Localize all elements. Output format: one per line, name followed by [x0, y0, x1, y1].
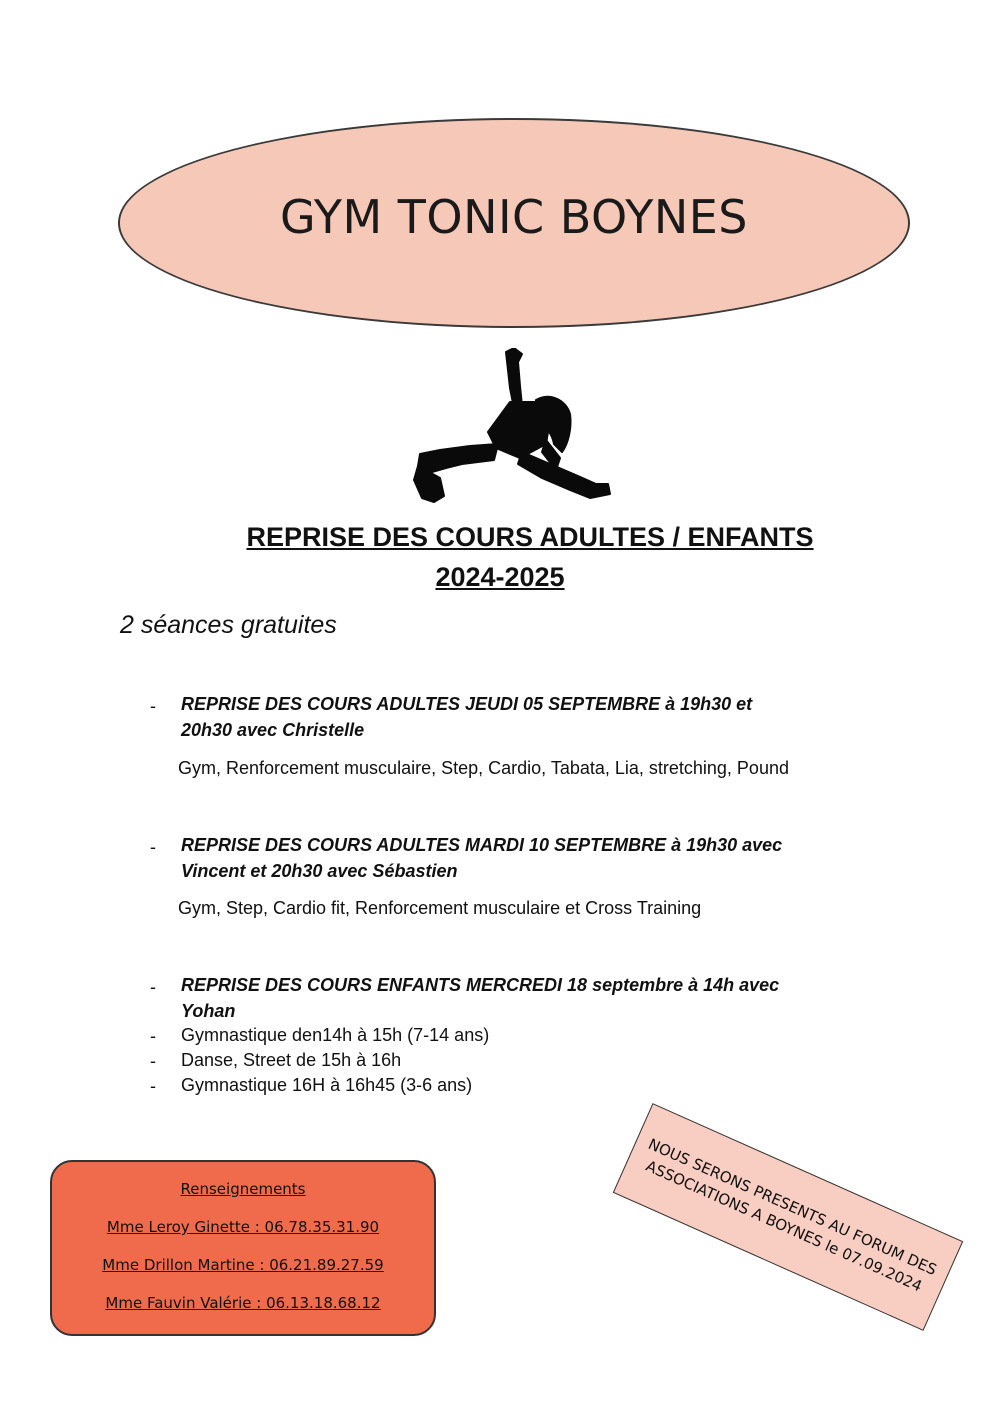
heading-season: 2024-2025	[435, 562, 565, 592]
kids-class-item: Gymnastique den14h à 15h (7-14 ans)	[181, 1025, 490, 1045]
bullet-marker: -	[150, 837, 156, 857]
bullet-marker: -	[150, 1051, 156, 1071]
contact-person: Mme Drillon Martine : 06.21.89.27.59	[102, 1256, 384, 1274]
session-1-title-line2: 20h30 avec Christelle	[181, 720, 365, 740]
session-2-title-line2: Vincent et 20h30 avec Sébastien	[181, 861, 458, 881]
bullet-marker: -	[150, 1026, 156, 1046]
kids-class-item: Danse, Street de 15h à 16h	[181, 1050, 402, 1070]
heading-reprise: REPRISE DES COURS ADULTES / ENFANTS	[246, 522, 814, 552]
session-3-title-line1: REPRISE DES COURS ENFANTS MERCREDI 18 septembre à 14h avec	[181, 975, 780, 995]
contact-person: Mme Fauvin Valérie : 06.13.18.68.12	[105, 1294, 381, 1312]
contact-box	[50, 1160, 436, 1336]
session-3-title	[181, 972, 881, 1024]
session-1-title-line1: REPRISE DES COURS ADULTES JEUDI 05 SEPTEMBRE à 19h30 et	[181, 694, 753, 714]
contact-heading: Renseignements	[180, 1180, 306, 1198]
forum-note-text: NOUS SERONS PRESENTS AU FORUM DES ASSOCIATIONS A BOYNES le 07.09.2024	[643, 1134, 940, 1296]
bullet-marker: -	[150, 977, 156, 997]
dancer-silhouette-icon	[410, 348, 620, 508]
kids-class-item: Gymnastique 16H à 16h45 (3-6 ans)	[181, 1075, 473, 1095]
session-3-title-line2: Yohan	[181, 1001, 236, 1021]
session-2-description: Gym, Step, Cardio fit, Renforcement musculaire et Cross Training	[178, 898, 702, 918]
contact-person: Mme Leroy Ginette : 06.78.35.31.90	[106, 1218, 380, 1236]
session-1-description: Gym, Renforcement musculaire, Step, Cardio, Tabata, Lia, stretching, Pound	[178, 758, 789, 778]
bullet-marker: -	[150, 1076, 156, 1096]
bullet-marker: -	[150, 696, 156, 716]
session-2-title	[181, 832, 881, 884]
session-2-title-line1: REPRISE DES COURS ADULTES MARDI 10 SEPTEMBRE à 19h30 avec	[181, 835, 783, 855]
forum-note	[613, 1103, 963, 1331]
title-banner	[118, 118, 910, 328]
page-title: GYM TONIC BOYNES	[280, 190, 748, 244]
session-1-title	[181, 691, 881, 743]
free-sessions-text: 2 séances gratuites	[120, 611, 337, 639]
